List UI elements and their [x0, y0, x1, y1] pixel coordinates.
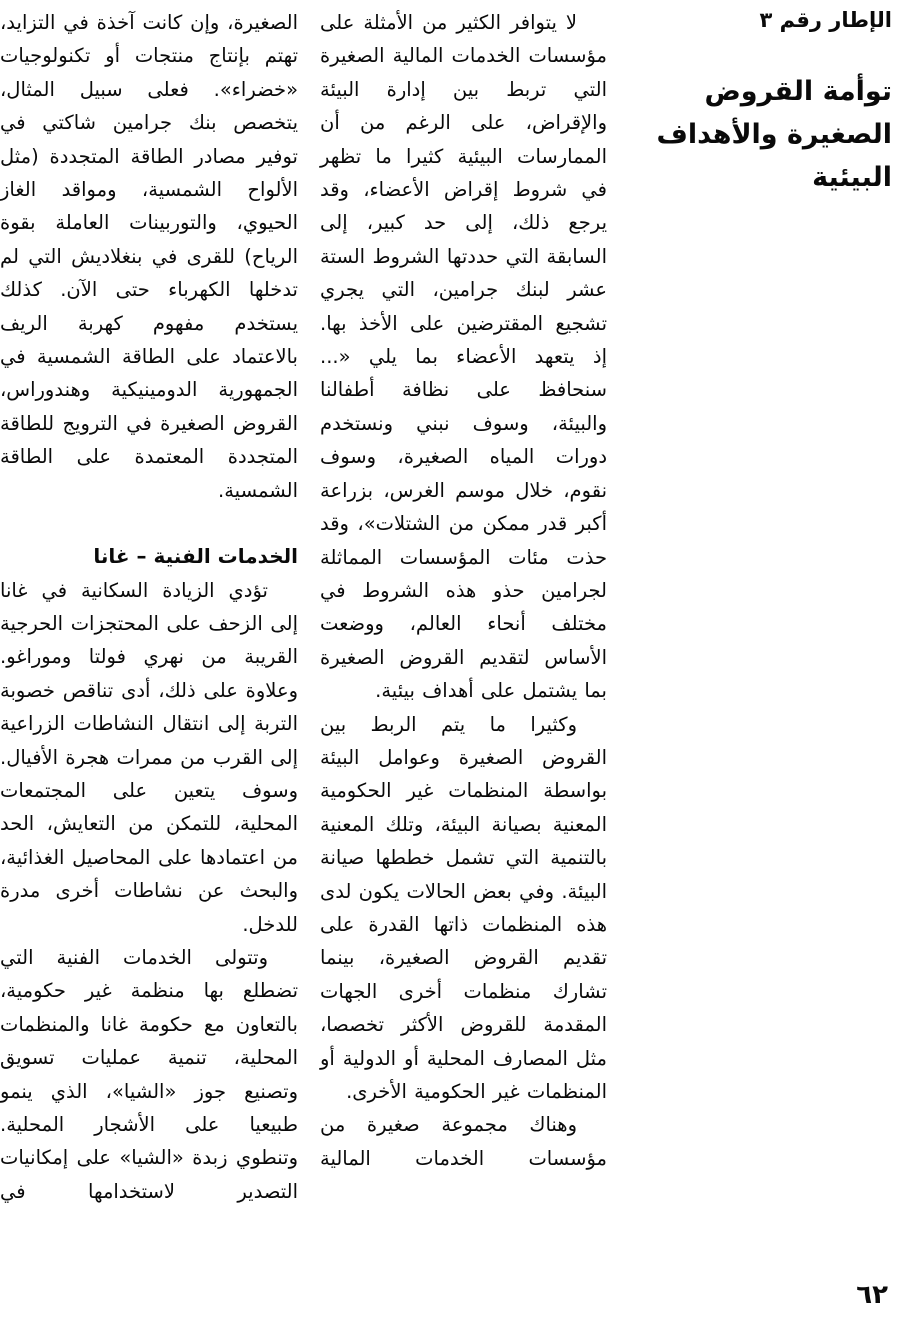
paragraph: وهناك مجموعة صغيرة من مؤسسات الخدمات المالية: [320, 1113, 607, 1170]
paragraph: لا يتوافر الكثير من الأمثلة على مؤسسات الخدمات المالية الصغيرة التي تربط بين إدارة البيئة والإقراض، على الرغم من أن الممارسات البيئية كثيرا ما تظهر في شروط إقراض الأعضاء، وقد يرجع ذلك، إلى حد كبير، إلى السابقة التي حددتها الشروط الستة عشر لبنك جرامين، التي يجري تشجيع المقترضين على الأخذ بها. إذ يتعهد الأعضاء بما يلي «... سنحافظ على نظافة أطفالنا والبيئة، وسوف نبني ونستخدم دورات المياه الصغيرة، وسوف نقوم، خلال موسم الغرس، بزراعة أكبر قدر ممكن من الشتلات»، وقد حذت مئات المؤسسات المماثلة لجرامين حذو هذه الشروط في مختلف أنحاء العالم، ووضعت الأساس لتقديم القروض الصغيرة بما يشتمل على أهداف بيئية.: [320, 11, 607, 703]
box-number-label: الإطار رقم ٣: [759, 8, 892, 32]
title-column: [629, 6, 892, 199]
paragraph-continuation: الصغيرة، وإن كانت آخذة في التزايد، تهتم بإنتاج منتجات أو تكنولوجيات «خضراء». فعلى سبيل المثال، يتخصص بنك جرامين شاكتي في توفير مصادر الطاقة المتجددة (مثل الألواح الشمسية، ومواقد الغاز الحيوي، والتوربينات العاملة بقوة الرياح) للقرى في بنغلاديش التي لم تدخلها الكهرباء حتى الآن. كذلك يستخدم مفهوم كهربة الريف بالاعتماد على الطاقة الشمسية في الجمهورية الدومينيكية وهندوراس، القروض الصغيرة في الترويج للطاقة المتجددة المعتمدة على الطاقة الشمسية.: [0, 11, 298, 502]
paragraph: وكثيرا ما يتم الربط بين القروض الصغيرة وعوامل البيئة بواسطة المنظمات غير الحكومية المعنية بصيانة البيئة، وتلك المعنية بالتنمية التي تشمل خططها صيانة البيئة. وفي بعض الحالات يكون لدى هذه المنظمات ذاتها القدرة على تقديم القروض الصغيرة، بينما تشارك منظمات أخرى الجهات المقدمة للقروض الأكثر تخصصا، مثل المصارف المحلية أو الدولية أو المنظمات غير الحكومية الأخرى.: [320, 712, 607, 1103]
text-column-first: [320, 6, 607, 1175]
text-column-second: [0, 6, 298, 1208]
paragraph: وتتولى الخدمات الفنية التي تضطلع بها منظمة غير حكومية، بالتعاون مع حكومة غانا والمنظمات المحلية، تنمية عمليات تسويق وتصنيع جوز «الشيا»، الذي ينمو طبيعيا على الأشجار المحلية. وتنطوي زبدة «الشيا» على إمكانيات التصدير لاستخدامها في: [0, 945, 298, 1203]
box-title: توأمة القروض الصغيرة والأهداف البيئية: [656, 76, 892, 193]
paragraph: تؤدي الزيادة السكانية في غانا إلى الزحف على المحتجزات الحرجية القريبة من نهري فولتا وموراغو. وعلاوة على ذلك، أدى تناقص خصوبة التربة إلى انتقال النشاطات الزراعية إلى القرب من ممرات هجرة الأفيال. وسوف يتعين على المجتمعات المحلية، للتمكن من التعايش، الحد من اعتمادها على المحاصيل الغذائية، والبحث عن نشاطات أخرى مدرة للدخل.: [0, 578, 298, 936]
columns-container: [0, 6, 892, 1208]
section-subheading: الخدمات الفنية – غانا: [93, 544, 298, 569]
page-number: ٦٢: [856, 1280, 888, 1310]
